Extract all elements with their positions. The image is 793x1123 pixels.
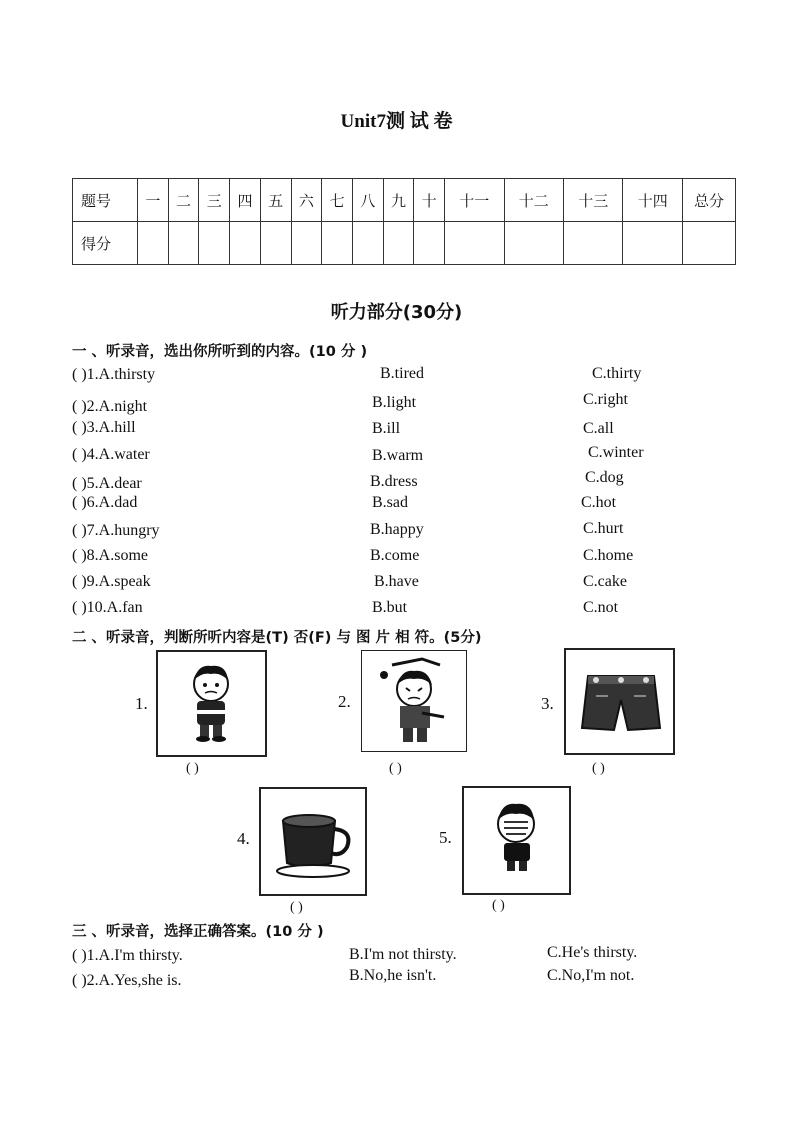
score-header-cell: 八 [352, 179, 383, 222]
score-header-cell: 一 [138, 179, 169, 222]
score-input-cell[interactable] [563, 222, 622, 265]
option-c[interactable]: C.dog [585, 469, 624, 486]
score-header-cell: 十一 [445, 179, 504, 222]
option-c[interactable]: C.cake [583, 573, 627, 590]
option-c[interactable]: C.No,I'm not. [547, 967, 635, 984]
option-b[interactable]: B.tired [380, 365, 424, 382]
option-c[interactable]: C.hot [581, 494, 617, 511]
section2-heading: 二 、听录音，判断所听内容是(T) 否(F) 与 图 片 相 符。(5分) [72, 630, 482, 646]
option-c[interactable]: C.home [583, 547, 634, 564]
picture-number: 4. [237, 829, 250, 848]
sick-boy-icon [362, 651, 466, 751]
score-input-cell[interactable] [383, 222, 414, 265]
score-header-cell: 五 [260, 179, 291, 222]
answer-blank[interactable]: ( ) [389, 761, 402, 776]
option-b[interactable]: B.sad [372, 494, 408, 511]
question-number[interactable]: ( )1.A.thirsty [72, 366, 156, 383]
option-b[interactable]: B.light [372, 394, 417, 411]
option-b[interactable]: B.happy [370, 521, 424, 538]
score-header-cell: 十三 [563, 179, 622, 222]
question-number[interactable]: ( )8.A.some [72, 547, 148, 564]
score-header-cell: 十 [414, 179, 445, 222]
score-header-cell: 六 [291, 179, 322, 222]
score-input-cell[interactable] [168, 222, 199, 265]
answer-blank[interactable]: ( ) [592, 761, 605, 776]
score-header-cell: 二 [168, 179, 199, 222]
picture-frame-1 [156, 650, 267, 757]
crying-boy-icon [464, 788, 569, 893]
question-number[interactable]: ( )7.A.hungry [72, 522, 160, 539]
option-b[interactable]: B.dress [370, 473, 418, 490]
page-title: Unit7测 试 卷 [340, 111, 453, 132]
option-b[interactable]: B.I'm not thirsty. [349, 946, 457, 963]
question-number[interactable]: ( )1.A.I'm thirsty. [72, 947, 183, 964]
section3-heading: 三 、听录音，选择正确答案。(10 分 ) [72, 924, 324, 940]
question-number[interactable]: ( )2.A.night [72, 398, 148, 415]
listening-section-title: 听力部分(30分) [330, 302, 463, 323]
option-b[interactable]: B.have [374, 573, 419, 590]
option-c[interactable]: C.right [583, 391, 628, 408]
score-input-cell[interactable] [230, 222, 261, 265]
score-input-cell[interactable] [623, 222, 683, 265]
option-b[interactable]: B.ill [372, 420, 401, 437]
score-header-cell: 九 [383, 179, 414, 222]
cup-icon [261, 789, 365, 894]
question-number[interactable]: ( )3.A.hill [72, 419, 136, 436]
picture-number: 5. [439, 828, 452, 847]
option-c[interactable]: C.hurt [583, 520, 624, 537]
score-input-cell[interactable] [504, 222, 563, 265]
score-input-cell[interactable] [322, 222, 353, 265]
score-header-cell: 十四 [623, 179, 683, 222]
question-number[interactable]: ( )10.A.fan [72, 599, 143, 616]
question-number[interactable]: ( )9.A.speak [72, 573, 151, 590]
score-header-cell: 题号 [73, 179, 138, 222]
score-header-cell: 总分 [683, 179, 736, 222]
picture-frame-5 [462, 786, 571, 895]
option-b[interactable]: B.warm [372, 447, 424, 464]
question-number[interactable]: ( )5.A.dear [72, 475, 142, 492]
option-c[interactable]: C.winter [588, 444, 644, 461]
score-input-cell[interactable] [260, 222, 291, 265]
question-number[interactable]: ( )2.A.Yes,she is. [72, 972, 182, 989]
option-c[interactable]: C.not [583, 599, 619, 616]
picture-number: 2. [338, 692, 351, 711]
score-header-cell: 七 [322, 179, 353, 222]
answer-blank[interactable]: ( ) [492, 898, 505, 913]
option-b[interactable]: B.No,he isn't. [349, 967, 437, 984]
option-c[interactable]: C.all [583, 420, 614, 437]
option-c[interactable]: C.He's thirsty. [547, 944, 638, 961]
score-row-label: 得分 [73, 222, 138, 265]
score-header-cell: 十二 [504, 179, 563, 222]
score-input-cell[interactable] [445, 222, 504, 265]
picture-frame-4 [259, 787, 367, 896]
score-input-cell[interactable] [291, 222, 322, 265]
score-header-cell: 四 [230, 179, 261, 222]
picture-frame-3 [564, 648, 675, 755]
score-input-cell[interactable] [138, 222, 169, 265]
picture-number: 1. [135, 694, 148, 713]
score-table [72, 178, 736, 265]
option-b[interactable]: B.but [372, 599, 408, 616]
shorts-icon [566, 650, 673, 753]
picture-frame-2 [361, 650, 467, 752]
section1-heading: 一 、听录音，选出你所听到的内容。(10 分 ) [72, 344, 368, 360]
question-number[interactable]: ( )4.A.water [72, 446, 150, 463]
score-input-cell[interactable] [683, 222, 736, 265]
answer-blank[interactable]: ( ) [186, 761, 199, 776]
score-input-cell[interactable] [199, 222, 230, 265]
score-input-cell[interactable] [414, 222, 445, 265]
question-number[interactable]: ( )6.A.dad [72, 494, 138, 511]
option-c[interactable]: C.thirty [592, 365, 642, 382]
option-b[interactable]: B.come [370, 547, 420, 564]
boy-icon [158, 652, 265, 755]
score-input-cell[interactable] [352, 222, 383, 265]
picture-number: 3. [541, 694, 554, 713]
answer-blank[interactable]: ( ) [290, 900, 303, 915]
score-header-cell: 三 [199, 179, 230, 222]
score-table-score-row [73, 222, 736, 265]
score-table-header-row [73, 179, 736, 222]
